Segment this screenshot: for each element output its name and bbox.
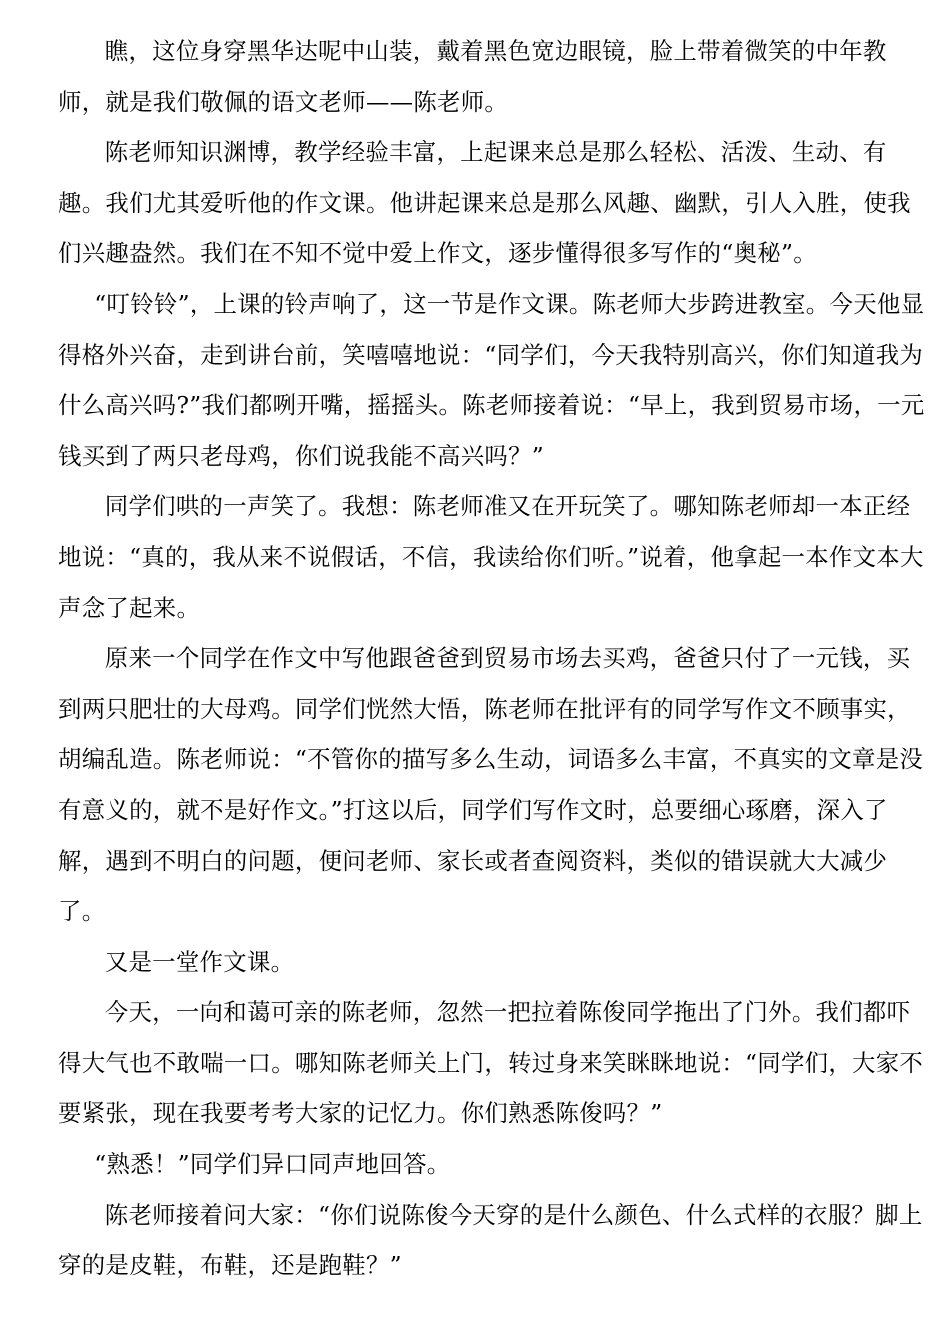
- paragraph-class-laughs: 同学们哄的一声笑了。我想：陈老师准又在开玩笑了。哪知陈老师却一本正经地说：“真的，我从来不说假话，不信，我读给你们听。”说着，他拿起一本作文本大声念了起来。: [58, 492, 924, 622]
- paragraph-teacher-intro: 瞧，这位身穿黑华达呢中山装，戴着黑色宽边眼镜，脸上带着微笑的中年教师，就是我们敬佩的语文老师——陈老师。: [58, 37, 887, 116]
- paragraph-bell-rings: “叮铃铃”，上课的铃声响了，这一节是作文课。陈老师大步跨进教室。今天他显得格外兴奋，走到讲台前，笑嘻嘻地说：“同学们，今天我特别高兴，你们知道我为什么高兴吗?”我们都咧开嘴，摇摇头。陈老师接着说：“早上，我到贸易市场，一元钱买到了两只老母鸡，你们说我能不高兴吗？”: [58, 289, 925, 470]
- paragraph-another-class: 又是一堂作文课。: [104, 947, 295, 976]
- paragraph-students-answer: “熟悉！”同学们异口同声地回答。: [94, 1150, 451, 1179]
- paragraph-lesson-learned: 原来一个同学在作文中写他跟爸爸到贸易市场去买鸡，爸爸只付了一元钱，买到两只肥壮的大母鸡。同学们恍然大悟，陈老师在批评有的同学写作文不顾事实，胡编乱造。陈老师说：“不管你的描写多么生动，词语多么丰富，不真实的文章是没有意义的，就不是好作文。”打这以后，同学们写作文时，总要细心琢磨，深入了解，遇到不明白的问题，便问老师、家长或者查阅资料，类似的错误就大大减少了。: [58, 644, 924, 926]
- paragraph-memory-test: 今天，一向和蔼可亲的陈老师，忽然一把拉着陈俊同学拖出了门外。我们都吓得大气也不敢喘一口。哪知陈老师关上门，转过身来笑眯眯地说：“同学们，大家不要紧张，现在我要考考大家的记忆力。你们熟悉陈俊吗？”: [58, 998, 924, 1128]
- paragraph-teacher-knowledge: 陈老师知识渊博，教学经验丰富，上起课来总是那么轻松、活泼、生动、有趣。我们尤其爱听他的作文课。他讲起课来总是那么风趣、幽默，引人入胜，使我们兴趣盎然。我们在不知不觉中爱上作文，逐步懂得很多写作的“奥秘”。: [58, 138, 911, 268]
- paragraph-teacher-question: 陈老师接着问大家：“你们说陈俊今天穿的是什么颜色、什么式样的衣服？脚上穿的是皮鞋，布鞋，还是跑鞋？”: [58, 1200, 923, 1280]
